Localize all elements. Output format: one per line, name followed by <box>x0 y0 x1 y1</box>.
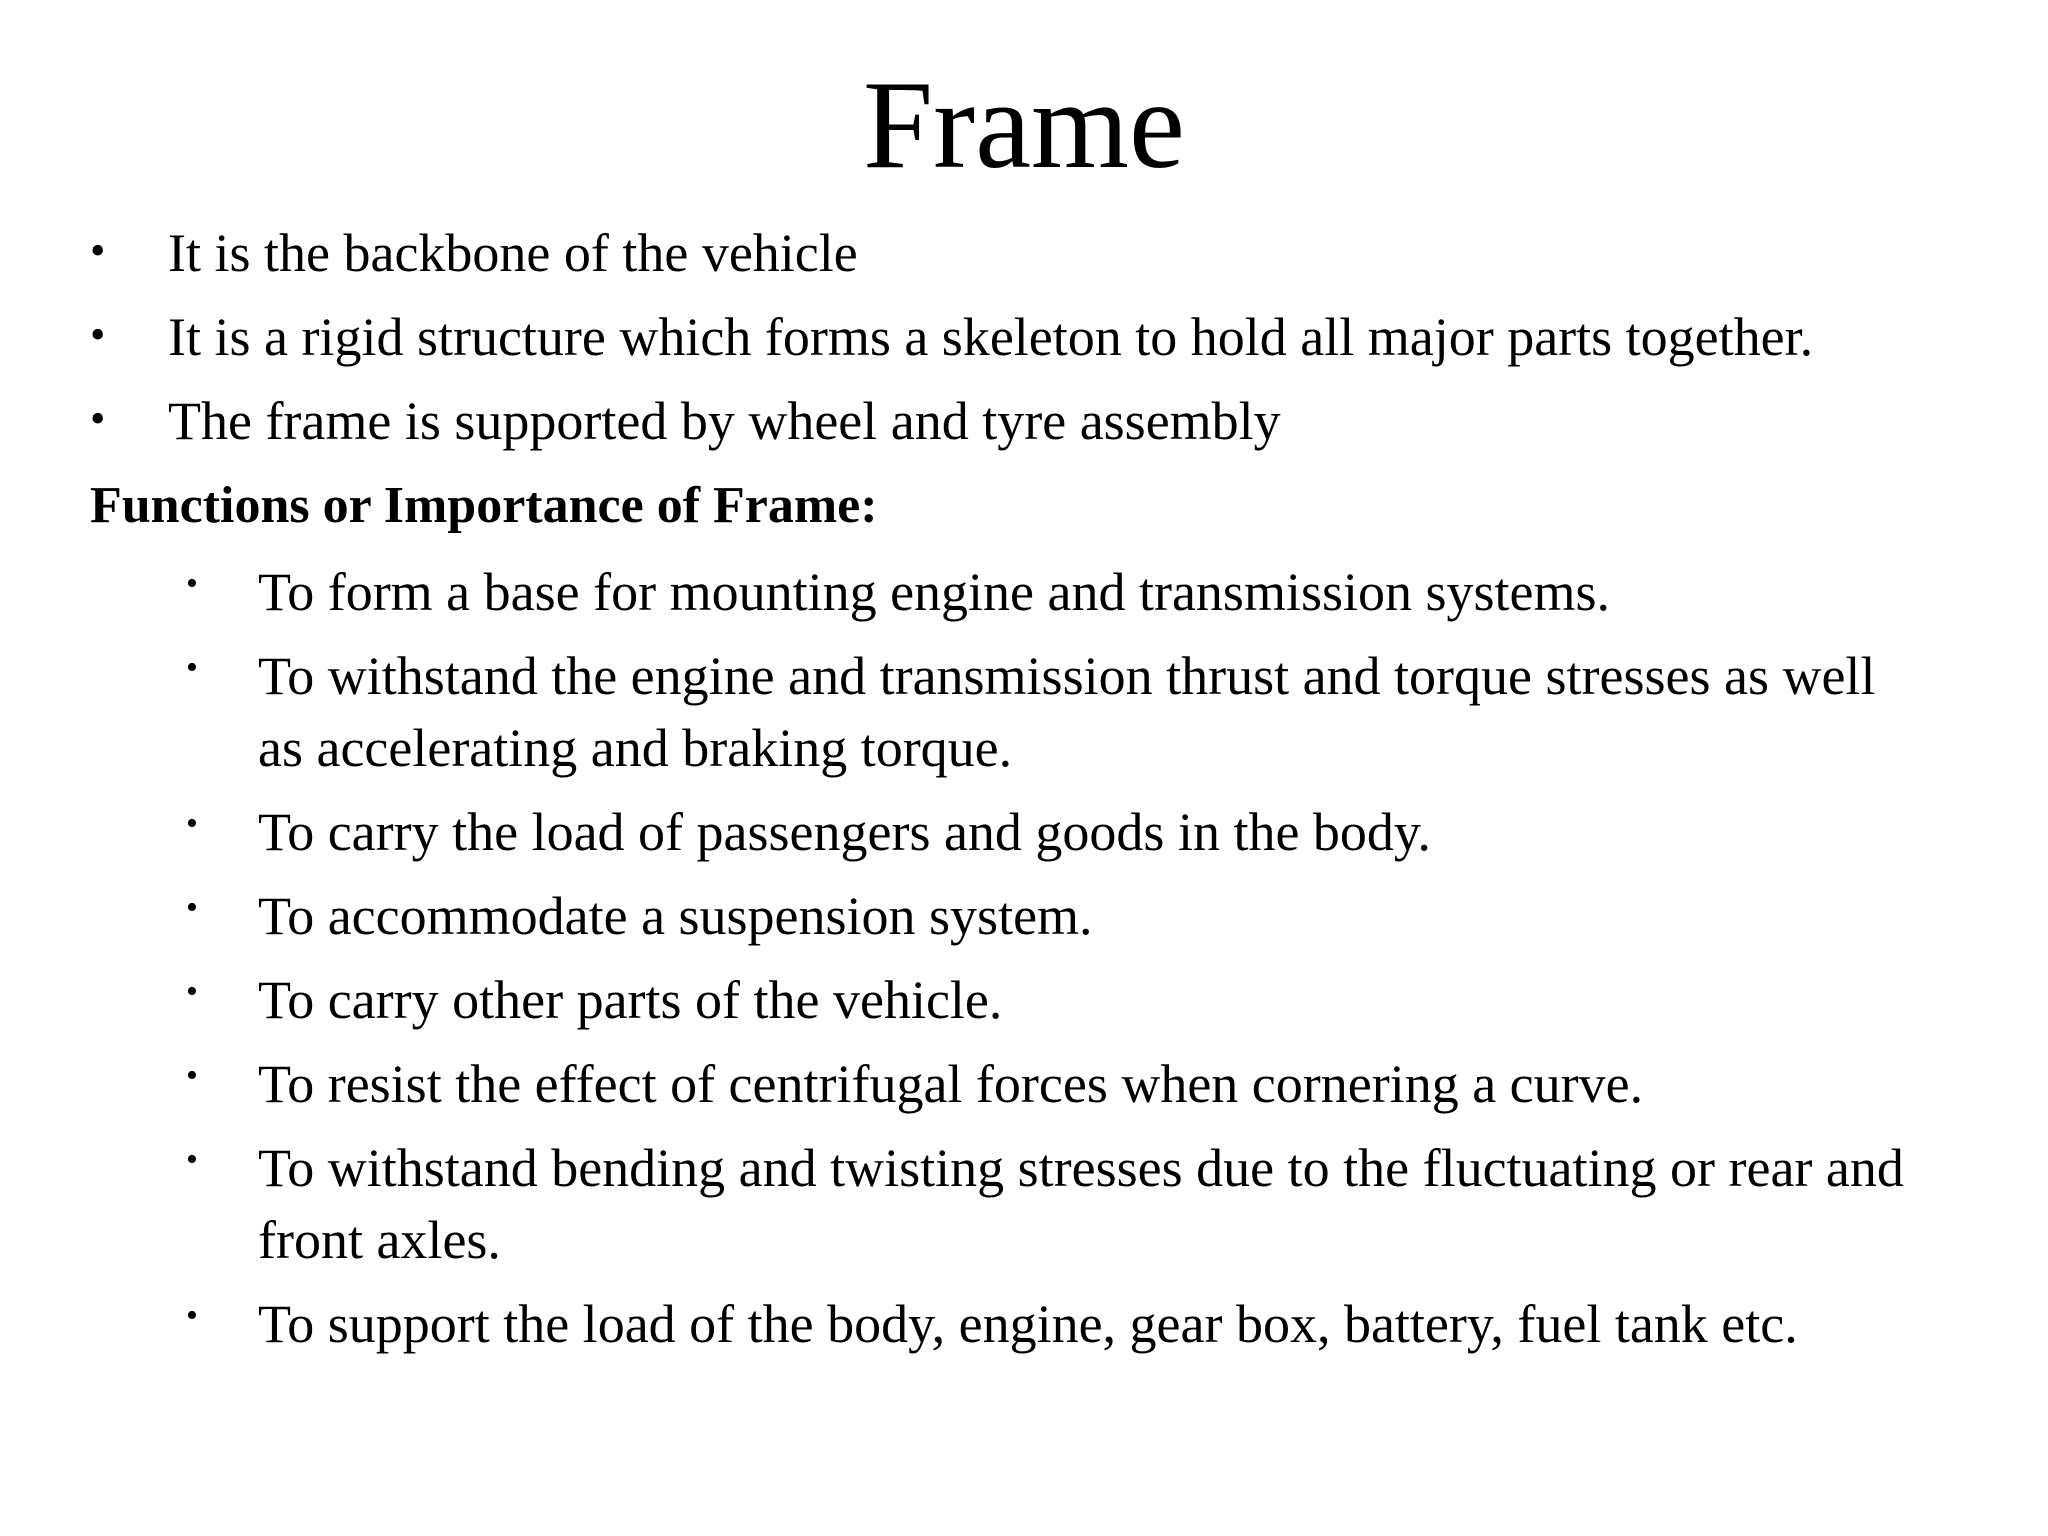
bullet-text: It is the backbone of the vehicle <box>168 223 858 283</box>
bullet-text: To withstand the engine and transmission thrust and torque stresses as well as accelerating and braking torque. <box>258 646 1876 778</box>
list-item <box>186 1288 1926 1360</box>
list-item <box>88 222 1988 284</box>
bullet-icon: • <box>186 565 198 602</box>
list-item <box>88 306 1988 368</box>
bullet-text: It is a rigid structure which forms a skeleton to hold all major parts together. <box>168 307 1814 367</box>
bullet-text: To carry other parts of the vehicle. <box>258 970 1003 1030</box>
bullet-icon: • <box>186 1297 198 1334</box>
bullet-icon: • <box>90 394 106 443</box>
bullet-text: To withstand bending and twisting stresses due to the fluctuating or rear and front axles. <box>258 1138 1904 1270</box>
list-item <box>186 640 1926 784</box>
bullet-text: To accommodate a suspension system. <box>258 886 1093 946</box>
list-item <box>186 556 1926 628</box>
list-item <box>186 964 1926 1036</box>
bullet-text: To carry the load of passengers and goods in the body. <box>258 802 1431 862</box>
bullet-icon: • <box>186 973 198 1010</box>
bullet-icon: • <box>186 649 198 686</box>
list-item <box>186 880 1926 952</box>
bullet-text: To resist the effect of centrifugal forces when cornering a curve. <box>258 1054 1644 1114</box>
bullet-icon: • <box>186 1057 198 1094</box>
section-heading: Functions or Importance of Frame: <box>90 477 878 534</box>
functions-bullet-list <box>186 556 1926 1372</box>
bullet-icon: • <box>90 310 106 359</box>
list-item <box>88 390 1988 452</box>
intro-bullet-list <box>88 222 1988 474</box>
list-item <box>186 1048 1926 1120</box>
bullet-icon: • <box>90 226 106 275</box>
list-item <box>186 796 1926 868</box>
bullet-text: To form a base for mounting engine and transmission systems. <box>258 562 1611 622</box>
bullet-text: The frame is supported by wheel and tyre assembly <box>168 391 1281 451</box>
list-item <box>186 1132 1926 1276</box>
bullet-text: To support the load of the body, engine, gear box, battery, fuel tank etc. <box>258 1294 1798 1354</box>
bullet-icon: • <box>186 889 198 926</box>
bullet-icon: • <box>186 805 198 842</box>
slide-title: Frame <box>863 56 1185 195</box>
bullet-icon: • <box>186 1141 198 1178</box>
